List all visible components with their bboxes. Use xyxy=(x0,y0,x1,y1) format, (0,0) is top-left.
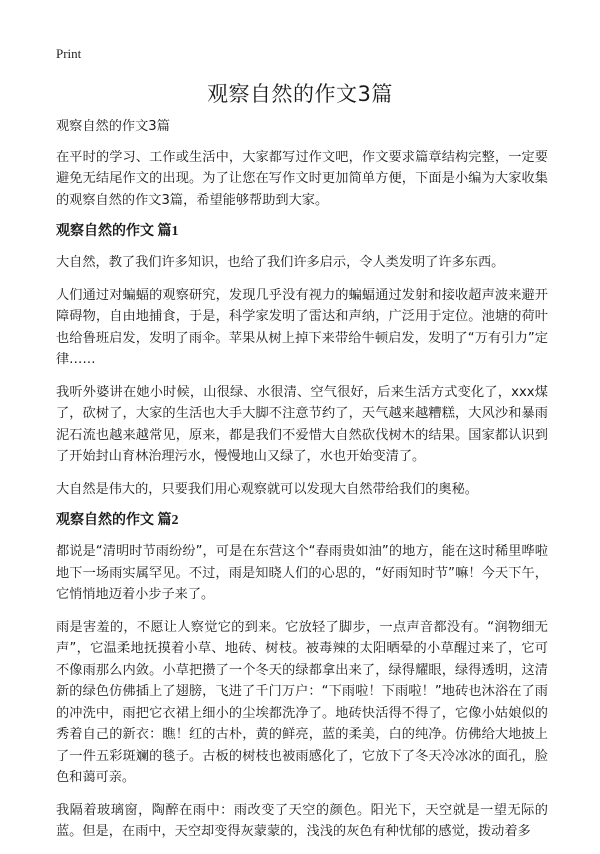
section-2-paragraph-1: 都说是“清明时节雨纷纷”，可是在东营这个“春雨贵如油”的地方，能在这时稀里哗啦地下一场雨实属罕见。不过，雨是知晓人们的心思的，“好雨知时节”嘛！今天下午，它悄悄地迈着小步子来了。 xyxy=(56,544,548,602)
section-2-paragraph-2: 雨是害羞的，不愿让人察觉它的到来。它放轻了脚步，一点声音都没有。“润物细无声”，它温柔地抚摸着小草、地砖、树枝。被毒辣的太阳晒晕的小草醒过来了，它可不像雨那么内敛。小草把攒了一个冬天的绿都拿出来了，绿得耀眼，绿得透明，这清新的绿色仿佛插上了翅膀，飞进了千门万户：“下雨啦！下雨啦！”地砖也沐浴在了雨的冲洗中，雨把它衣裙上细小的尘埃都洗净了。地砖快活得不得了，它像小姑娘似的秀着自己的新衣：瞧！红的古朴，黄的鲜亮，蓝的柔美，白的纯净。仿佛给大地披上了一件五彩斑斓的毯子。古板的树枝也被雨感化了，它放下了冬天冷冰冰的面孔，脸色和蔼可亲。 xyxy=(56,619,548,785)
document-subtitle: 观察自然的作文3篇 xyxy=(56,119,170,134)
document-title: 观察自然的作文3篇 xyxy=(207,82,393,106)
section-1-paragraph-4: 大自然是伟大的，只要我们用心观察就可以发现大自然带给我们的奥秘。 xyxy=(56,481,478,497)
section-1-paragraph-3: 我听外婆讲在她小时候，山很绿、水很清、空气很好，后来生活方式变化了，xxx煤了，砍树了，大家的生活也大手大脚不注意节约了，天气越来越糟糕，大风沙和暴雨泥石流也越来越常见，原来，都是我们不爱惜大自然砍伐树木的结果。国家都认识到了开始封山育林治理污水，慢慢地山又绿了，水也开始变清了。 xyxy=(56,384,548,464)
intro-paragraph: 在平时的学习、工作或生活中，大家都写过作文吧，作文要求篇章结构完整，一定要避免无结尾作文的出现。为了让您在写作文时更加简单方便，下面是小编为大家收集的观察自然的作文3篇，希望能够帮助到大家。 xyxy=(56,149,548,208)
section-heading-2: 观察自然的作文 篇2 xyxy=(56,513,179,528)
section-heading-1: 观察自然的作文 篇1 xyxy=(56,224,179,239)
section-2-paragraph-3: 我隔着玻璃窗，陶醉在雨中：雨改变了天空的颜色。阳光下，天空就是一望无际的蓝。但是，在雨中，天空却变得灰蒙蒙的，浅浅的灰色有种忧郁的感觉，拨动着多 xyxy=(56,802,548,839)
section-1-paragraph-1: 大自然，教了我们许多知识，也给了我们许多启示，令人类发明了许多东西。 xyxy=(56,255,505,270)
print-link[interactable]: Print xyxy=(56,46,82,61)
section-1-paragraph-2: 人们通过对蝙蝠的观察研究，发现几乎没有视力的蝙蝠通过发射和接收超声波来避开障碍物，自由地捕食，于是，科学家发明了雷达和声纳，广泛用于定位。池塘的荷叶也给鲁班启发，发明了雨伞。苹果从树上掉下来带给牛顿启发，发明了“万有引力”定律…… xyxy=(56,287,548,367)
document-body xyxy=(56,116,548,854)
